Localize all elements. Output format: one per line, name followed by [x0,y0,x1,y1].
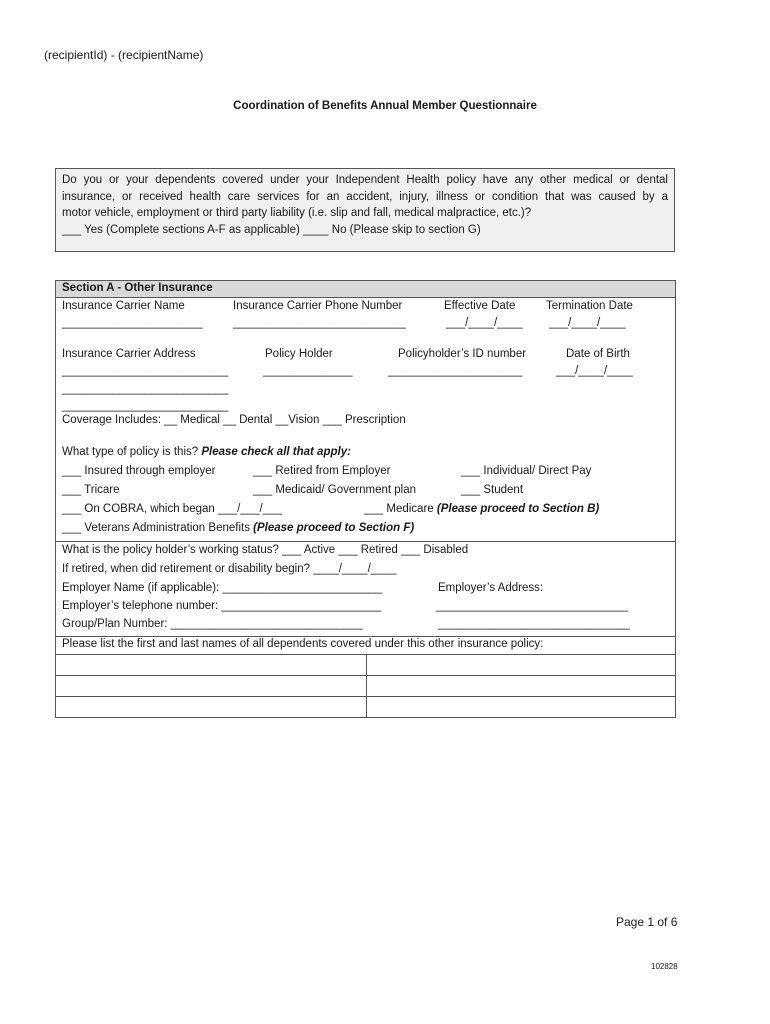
option-tricare[interactable]: ___ Tricare [62,484,120,496]
employer-address-field-1[interactable]: ______________________________ [436,600,628,612]
group-plan-number-field[interactable]: Group/Plan Number: ______________________________ [62,618,363,630]
question-line-2: insurance, or received health care services for an accident, injury, illness or condition that was caused by a [62,190,668,203]
option-medicare-note: (Please proceed to Section B) [436,503,600,515]
option-veterans-note: (Please proceed to Section F) [253,522,415,534]
section-a-form [55,280,676,718]
dependents-prompt: Please list the first and last names of all dependents covered under this other insurance policy: [62,638,544,650]
policyholder-id-label: Policyholder’s ID number [398,348,527,360]
carrier-phone-label: Insurance Carrier Phone Number [233,300,403,312]
effective-date-label: Effective Date [444,300,516,312]
section-a-title: Section A - Other Insurance [62,282,213,294]
option-student[interactable]: ___ Student [461,484,524,496]
document-title: Coordination of Benefits Annual Member Questionnaire [233,100,537,112]
effective-date-field[interactable]: ___/____/____ [446,317,523,329]
option-individual-direct-pay[interactable]: ___ Individual/ Direct Pay [461,465,592,477]
termination-date-field[interactable]: ___/____/____ [549,317,626,329]
carrier-phone-field[interactable]: ___________________________ [233,317,406,329]
policy-type-text: What type of policy is this? [62,446,199,458]
dependents-grid-column-divider [366,654,367,717]
question-line-3: motor vehicle, employment or third party liability (i.e. slip and fall, medical malpractice, etc.)? [62,207,532,219]
section-a-header [56,281,675,298]
employer-address-label: Employer’s Address: [438,582,544,594]
policy-type-note: Please check all that apply: [201,446,351,458]
question-line-1: Do you or your dependents covered under your Independent Health policy have any other medical or dental [62,174,668,186]
policyholder-id-field[interactable]: _____________________ [388,365,523,377]
yes-no-options[interactable]: ___ Yes (Complete sections A-F as applicable) ____ No (Please skip to section G) [62,223,481,236]
option-medicare[interactable] [364,503,599,515]
employer-phone-field[interactable]: Employer’s telephone number: _________________________ [62,600,382,612]
divider-dependents [56,636,675,637]
option-veterans[interactable] [62,522,414,534]
option-veterans-label: ___ Veterans Administration Benefits [62,522,250,534]
recipient-line: (recipientId) - (recipientName) [44,48,204,62]
carrier-address-label: Insurance Carrier Address [62,348,196,360]
option-medicaid[interactable]: ___ Medicaid/ Government plan [253,484,417,496]
policy-type-question [62,446,351,458]
date-of-birth-field[interactable]: ___/____/____ [556,365,633,377]
policy-holder-field[interactable]: ______________ [263,365,353,377]
employer-name-field[interactable]: Employer Name (if applicable): _________________________ [62,582,383,594]
page-number: Page 1 of 6 [616,915,678,929]
option-retired-employer[interactable]: ___ Retired from Employer [253,465,391,477]
policy-holder-label: Policy Holder [265,348,333,360]
carrier-address-field-3[interactable]: __________________________ [62,400,229,412]
carrier-name-label: Insurance Carrier Name [62,300,185,312]
working-status[interactable]: What is the policy holder’s working status? ___ Active ___ Retired ___ Disabled [62,544,469,556]
form-code: 102828 [651,962,678,971]
employer-address-field-2[interactable]: ______________________________ [438,618,630,630]
other-coverage-question [55,168,675,252]
carrier-name-field[interactable]: ______________________ [62,317,203,329]
coverage-includes[interactable]: Coverage Includes: __ Medical __ Dental __Vision ___ Prescription [62,414,406,426]
termination-date-label: Termination Date [546,300,633,312]
retirement-date[interactable]: If retired, when did retirement or disability begin? ____/____/____ [62,563,397,575]
divider-working-status [56,541,675,542]
option-insured-employer[interactable]: ___ Insured through employer [62,465,216,477]
carrier-address-field-2[interactable]: __________________________ [62,383,229,395]
date-of-birth-label: Date of Birth [566,348,630,360]
option-medicare-label: ___ Medicare [364,503,434,515]
carrier-address-field-1[interactable]: __________________________ [62,365,229,377]
option-cobra[interactable]: ___ On COBRA, which began ___/___/___ [62,503,282,515]
